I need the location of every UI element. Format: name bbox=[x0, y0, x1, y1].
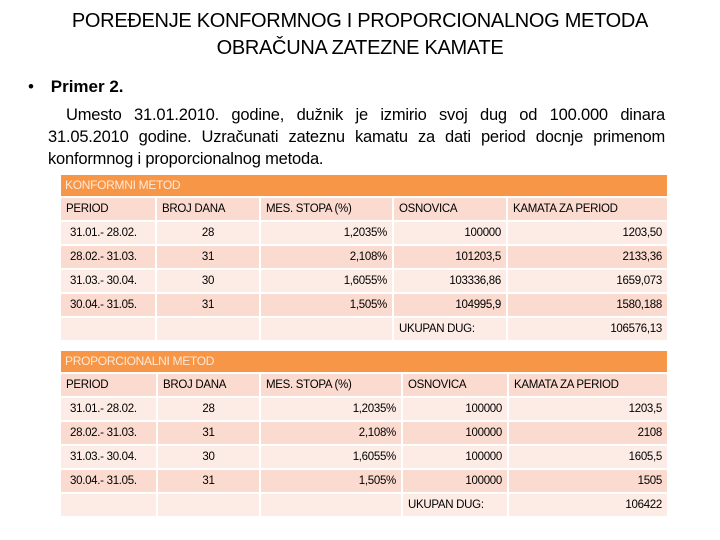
cell-broj-dana: 28 bbox=[157, 222, 259, 244]
cell-osnovica: 103336,86 bbox=[394, 270, 506, 292]
cell-mes-stopa: 1,505% bbox=[261, 470, 401, 492]
cell-osnovica: 100000 bbox=[403, 446, 507, 468]
header-osnovica: OSNOVICA bbox=[403, 374, 507, 396]
cell-kamata: 1203,50 bbox=[508, 222, 667, 244]
cell-empty bbox=[261, 318, 392, 340]
cell-mes-stopa: 1,2035% bbox=[261, 398, 401, 420]
cell-period: 31.03.- 30.04. bbox=[61, 446, 156, 468]
cell-kamata: 2108 bbox=[509, 422, 667, 444]
table-header-row bbox=[61, 198, 667, 220]
example-text: Umesto 31.01.2010. godine, dužnik je izmirio svoj dug od 100.000 dinara 31.05.2010 godine. Uzračunati zateznu kamatu za dati period docnje primenom konformnog i proporcionalnog metoda. bbox=[48, 106, 665, 168]
cell-osnovica: 100000 bbox=[403, 398, 507, 420]
example-heading-row bbox=[28, 77, 124, 97]
cell-period: 31.01.- 28.02. bbox=[61, 222, 155, 244]
table-row bbox=[61, 222, 667, 244]
cell-osnovica: 100000 bbox=[403, 470, 507, 492]
cell-osnovica: 100000 bbox=[394, 222, 506, 244]
table-title: PROPORCIONALNI METOD bbox=[61, 351, 667, 372]
cell-period: 31.03.- 30.04. bbox=[61, 270, 155, 292]
table-title: KONFORMNI METOD bbox=[61, 175, 667, 196]
table-row bbox=[61, 294, 667, 316]
cell-period: 31.01.- 28.02. bbox=[61, 398, 156, 420]
cell-broj-dana: 28 bbox=[158, 398, 259, 420]
cell-broj-dana: 31 bbox=[157, 246, 259, 268]
cell-mes-stopa: 1,2035% bbox=[261, 222, 392, 244]
cell-kamata: 1659,073 bbox=[508, 270, 667, 292]
header-mes-stopa: MES. STOPA (%) bbox=[261, 198, 392, 220]
table-header-row bbox=[61, 374, 667, 396]
cell-empty bbox=[61, 494, 156, 516]
cell-broj-dana: 31 bbox=[157, 294, 259, 316]
table-row bbox=[61, 446, 667, 468]
header-broj-dana: BROJ DANA bbox=[157, 198, 259, 220]
table-row bbox=[61, 470, 667, 492]
example-heading: Primer 2. bbox=[50, 77, 124, 96]
slide-title-line-1: POREĐENJE KONFORMNOG I PROPORCIONALNOG METODA bbox=[71, 10, 649, 32]
cell-kamata: 1203,5 bbox=[509, 398, 667, 420]
header-kamata: KAMATA ZA PERIOD bbox=[509, 374, 667, 396]
cell-mes-stopa: 1,6055% bbox=[261, 270, 392, 292]
cell-osnovica: 100000 bbox=[403, 422, 507, 444]
cell-mes-stopa: 1,505% bbox=[261, 294, 392, 316]
bullet-icon: • bbox=[28, 77, 34, 96]
cell-empty bbox=[157, 318, 259, 340]
header-mes-stopa: MES. STOPA (%) bbox=[261, 374, 401, 396]
cell-period: 28.02.- 31.03. bbox=[61, 422, 156, 444]
cell-kamata: 1505 bbox=[509, 470, 667, 492]
cell-period: 30.04.- 31.05. bbox=[61, 470, 156, 492]
header-period: PERIOD bbox=[61, 374, 156, 396]
cell-broj-dana: 31 bbox=[158, 422, 259, 444]
cell-period: 30.04.- 31.05. bbox=[61, 294, 155, 316]
total-label: UKUPAN DUG: bbox=[403, 494, 507, 516]
cell-mes-stopa: 2,108% bbox=[261, 246, 392, 268]
cell-kamata: 1605,5 bbox=[509, 446, 667, 468]
table-row bbox=[61, 422, 667, 444]
cell-empty bbox=[158, 494, 259, 516]
slide-title bbox=[0, 8, 720, 62]
cell-broj-dana: 30 bbox=[158, 446, 259, 468]
header-osnovica: OSNOVICA bbox=[394, 198, 506, 220]
cell-period: 28.02.- 31.03. bbox=[61, 246, 155, 268]
konformni-table bbox=[61, 175, 667, 342]
cell-broj-dana: 30 bbox=[157, 270, 259, 292]
header-period: PERIOD bbox=[61, 198, 155, 220]
total-value: 106422 bbox=[509, 494, 667, 516]
header-kamata: KAMATA ZA PERIOD bbox=[508, 198, 667, 220]
cell-osnovica: 104995,9 bbox=[394, 294, 506, 316]
total-value: 106576,13 bbox=[508, 318, 667, 340]
total-label: UKUPAN DUG: bbox=[394, 318, 506, 340]
cell-osnovica: 101203,5 bbox=[394, 246, 506, 268]
table-total-row bbox=[61, 494, 667, 516]
cell-mes-stopa: 2,108% bbox=[261, 422, 401, 444]
table-row bbox=[61, 398, 667, 420]
header-broj-dana: BROJ DANA bbox=[158, 374, 259, 396]
cell-empty bbox=[61, 318, 155, 340]
table-row bbox=[61, 246, 667, 268]
cell-kamata: 2133,36 bbox=[508, 246, 667, 268]
cell-empty bbox=[261, 494, 401, 516]
slide-title-line-2: OBRAČUNA ZATEZNE KAMATE bbox=[216, 37, 504, 59]
table-total-row bbox=[61, 318, 667, 340]
proporcionalni-table bbox=[61, 351, 667, 518]
cell-broj-dana: 31 bbox=[158, 470, 259, 492]
cell-mes-stopa: 1,6055% bbox=[261, 446, 401, 468]
table-row bbox=[61, 270, 667, 292]
cell-kamata: 1580,188 bbox=[508, 294, 667, 316]
